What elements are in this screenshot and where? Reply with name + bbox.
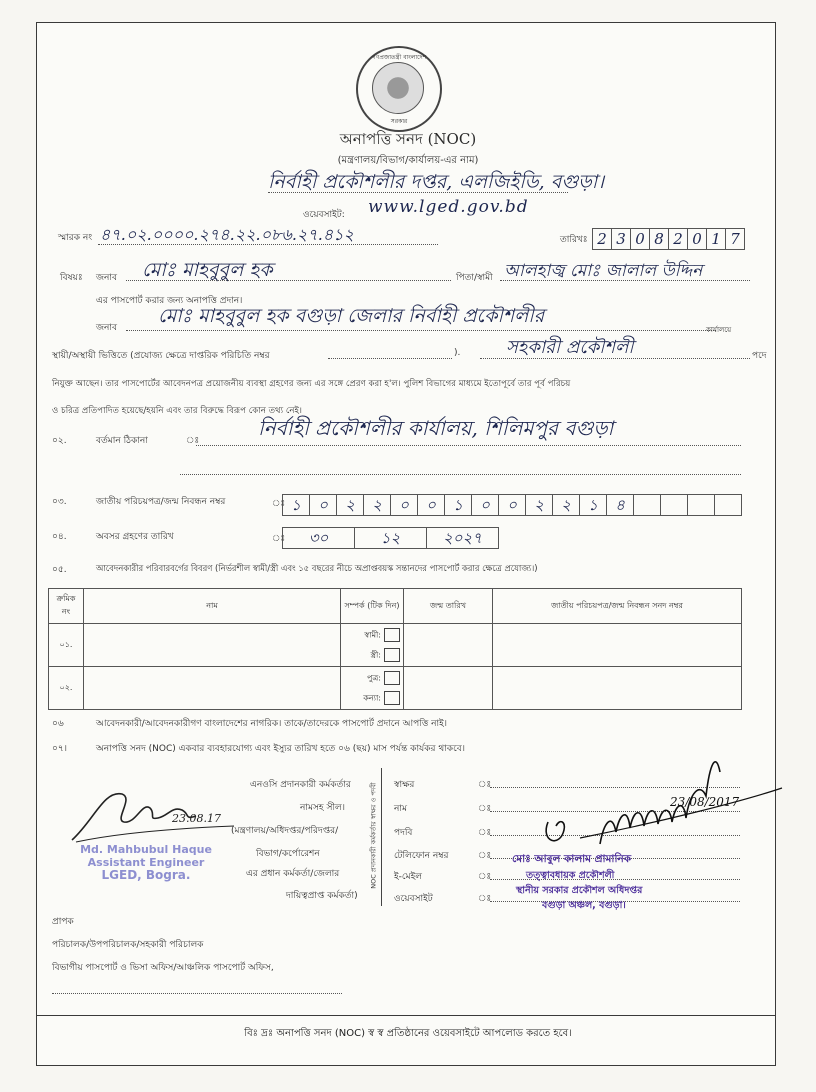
nid-digit-box bbox=[687, 494, 715, 516]
field-website: ওয়েবসাইট bbox=[394, 894, 433, 904]
stamp-line: তত্ত্বাবধায়ক প্রকৌশলী bbox=[526, 870, 615, 881]
col-nid: জাতীয় পরিচয়পত্র/জন্ম নিবন্ধন সনদ নম্বর bbox=[493, 589, 742, 624]
colon: ঃ bbox=[478, 851, 492, 861]
nid-digit-box: ২ bbox=[336, 494, 364, 516]
website-label: ওয়েবসাইট: bbox=[303, 210, 345, 220]
nid-digit-box: ০ bbox=[498, 494, 526, 516]
item-02-num: ০২. bbox=[52, 436, 67, 446]
id-number-line bbox=[328, 358, 452, 359]
seal-bottom-text: সরকার bbox=[390, 118, 408, 125]
item-04-num: ০৪. bbox=[52, 532, 67, 542]
item-02-label: বর্তমান ঠিকানা bbox=[96, 436, 148, 446]
date-digit-box: 0 bbox=[630, 228, 650, 250]
officer-divider bbox=[381, 768, 382, 906]
officer-line-2: নামসহ সীল। bbox=[300, 803, 345, 813]
row-nid bbox=[493, 667, 742, 710]
item-04-colon: ঃ bbox=[272, 534, 286, 544]
relation-label: কন্যা: bbox=[363, 693, 381, 703]
row-birth-date bbox=[404, 624, 493, 667]
body-name-office: মোঃ মাহবুবুল হক বগুড়া জেলার নির্বাহী প্রকৌশলীর bbox=[158, 305, 545, 327]
ministry-label: (মন্ত্রণালয়/বিভাগ/কার্যালয়-এর নাম) bbox=[337, 155, 479, 166]
form-title: অনাপত্তি সনদ (NOC) bbox=[339, 130, 477, 148]
colon: ঃ bbox=[478, 780, 492, 790]
left-signature-icon bbox=[64, 780, 254, 850]
field-name: নাম bbox=[394, 804, 407, 814]
ref-line bbox=[98, 244, 438, 245]
date-digit-box: 2 bbox=[592, 228, 612, 250]
father-line bbox=[500, 280, 750, 281]
item-06-label: আবেদনকারী/আবেদনকারীগণ বাংলাদেশের নাগরিক। তাকে/তাদেরকে পাসপোর্ট প্রদানে আপত্তি নাই। bbox=[96, 719, 448, 729]
nid-digit-box: ৪ bbox=[606, 494, 634, 516]
body-janab: জনাব bbox=[96, 323, 118, 333]
col-birth-date: জন্ম তারিখ bbox=[404, 589, 493, 624]
nid-digit-box: ০ bbox=[471, 494, 499, 516]
recipient-line-2: বিভাগীয় পাসপোর্ট ও ভিসা অফিস/আঞ্চলিক পাসপোর্ট অফিস, bbox=[52, 963, 274, 973]
colon: ঃ bbox=[478, 804, 492, 814]
office-name-line bbox=[268, 192, 568, 193]
officer-line-5: এর প্রধান কর্মকর্তা/জেলার bbox=[246, 869, 340, 879]
date-digit-box: 0 bbox=[687, 228, 707, 250]
nid-digit-box: ০ bbox=[309, 494, 337, 516]
stamp-line: মোঃ আবুল কালাম প্রামানিক bbox=[512, 853, 632, 865]
right-sign-date: 23/08/2017 bbox=[670, 795, 740, 809]
date-label: তারিখঃ bbox=[560, 235, 588, 245]
item-03-colon: ঃ bbox=[272, 499, 286, 509]
row-serial: ০১. bbox=[49, 624, 84, 667]
left-officer-stamp bbox=[66, 843, 226, 882]
field-email: ই-মেইল bbox=[394, 872, 422, 882]
applicant-line bbox=[126, 280, 451, 281]
item-02-colon: ঃ bbox=[186, 436, 200, 446]
designation-line bbox=[480, 358, 750, 359]
date-digit-box: 3 bbox=[611, 228, 631, 250]
address-line-2 bbox=[180, 474, 741, 475]
officer-line-6: দায়িত্বপ্রাপ্ত কর্মকর্তা) bbox=[286, 891, 358, 901]
row-relation bbox=[341, 624, 404, 667]
nid-digit-box: ১ bbox=[579, 494, 607, 516]
applicant-name: মোঃ মাহবুবুল হক bbox=[142, 259, 273, 281]
son-checkbox[interactable] bbox=[384, 671, 400, 685]
right-officer-stamp bbox=[512, 852, 642, 914]
designation: সহকারী প্রকৌশলী bbox=[506, 337, 634, 358]
row-nid bbox=[493, 624, 742, 667]
address-line-1 bbox=[196, 445, 741, 446]
colon: ঃ bbox=[478, 872, 492, 882]
seal-emblem bbox=[372, 62, 424, 114]
family-table-header bbox=[49, 589, 742, 624]
col-serial: ক্রমিক নং bbox=[49, 589, 84, 624]
relation-label: স্ত্রী: bbox=[370, 650, 381, 660]
body-para-2: ও চরিত্র প্রতিপাদিত হয়েছে/হয়নি এবং তার বিরুদ্ধে বিরূপ কোন তথ্য নেই। bbox=[52, 406, 302, 416]
father-name: আলহাজ্ব মোঃ জালাল উদ্দিন bbox=[504, 261, 703, 281]
husband-checkbox[interactable] bbox=[384, 628, 400, 642]
colon: ঃ bbox=[478, 894, 492, 904]
office-suffix: কার্যালয়ে bbox=[706, 326, 732, 334]
field-designation: পদবি bbox=[394, 828, 413, 838]
nid-digit-box: ২ bbox=[552, 494, 580, 516]
row-birth-date bbox=[404, 667, 493, 710]
officer-line-3: (মন্ত্রণালয়/অধিদপ্তর/পরিদপ্তর/ bbox=[231, 826, 339, 836]
nid-digit-box: ০ bbox=[417, 494, 445, 516]
relation-label: স্বামী: bbox=[364, 630, 381, 639]
nid-digit-box: ২ bbox=[525, 494, 553, 516]
body-para-1: নিযুক্ত আছেন। তার পাসপোর্টের আবেদনপত্র প্রয়োজনীয় ব্যবস্থা গ্রহণের জন্য এর সঙ্গে প্রেরণ করা হ'ল। পুলিশ বিভাগের মাধ্যমে ইতোপূর্বে তার পূর্ব পরিচয় bbox=[52, 379, 571, 389]
recipient-label: প্রাপক bbox=[52, 917, 74, 927]
retire-date-box: ১২ bbox=[354, 527, 427, 549]
permanent-prefix: স্থায়ী/অস্থায়ী ভিত্তিতে (প্রযোজ্য ক্ষেত্রে দাপ্তরিক পরিচিতি নম্বর bbox=[52, 351, 270, 361]
seal-top-text: গণপ্রজাতন্ত্রী বাংলাদেশ bbox=[371, 54, 427, 61]
footer-note: বিঃ দ্রঃ অনাপত্তি সনদ (NOC) স্ব স্ব প্রতিষ্ঠানের ওয়েবসাইটে আপলোড করতে হবে। bbox=[244, 1028, 572, 1039]
nid-digit-box: ০ bbox=[390, 494, 418, 516]
family-table bbox=[48, 588, 742, 710]
stamp-line: Assistant Engineer bbox=[87, 856, 205, 869]
relation-label: পুত্র: bbox=[366, 673, 381, 682]
ref-label: স্মারক নং bbox=[58, 233, 93, 243]
item-06-num: ০৬ bbox=[52, 719, 64, 729]
wife-checkbox[interactable] bbox=[384, 648, 400, 662]
item-07-num: ০৭। bbox=[52, 744, 67, 754]
row-name bbox=[84, 624, 341, 667]
item-05-num: ০৫. bbox=[52, 565, 67, 575]
colon: ঃ bbox=[478, 828, 492, 838]
field-phone: টেলিফোন নম্বর bbox=[394, 851, 449, 861]
nid-digit-box: ১ bbox=[444, 494, 472, 516]
date-digit-box: 7 bbox=[725, 228, 745, 250]
field-signature: স্বাক্ষর bbox=[394, 780, 415, 790]
item-03-label: জাতীয় পরিচয়পত্র/জন্ম নিবন্ধন নম্বর bbox=[96, 497, 226, 507]
item-03-num: ০৩. bbox=[52, 497, 67, 507]
body-name-line bbox=[126, 330, 716, 331]
date-digit-box: 1 bbox=[706, 228, 726, 250]
table-row bbox=[49, 624, 742, 667]
vertical-note: NOC প্রদানকারী কর্মকর্তার স্বাক্ষর ও পদবী bbox=[369, 782, 378, 889]
col-name: নাম bbox=[84, 589, 341, 624]
col-relation: সম্পর্ক (টিক দিন) bbox=[341, 589, 404, 624]
pade-label: পদে bbox=[752, 351, 767, 361]
office-name: নির্বাহী প্রকৌশলীর দপ্তর, এলজিইডি, বগুড়া। bbox=[268, 171, 605, 193]
date-digit-box: 8 bbox=[649, 228, 669, 250]
father-label: পিতা/স্বামী bbox=[456, 273, 493, 283]
right-signature-icon bbox=[520, 752, 790, 862]
date-digit-box: 2 bbox=[668, 228, 688, 250]
row-name bbox=[84, 667, 341, 710]
government-seal-icon bbox=[356, 46, 442, 132]
officer-line-4: বিভাগ/কর্পোরেশন bbox=[256, 849, 320, 859]
subject-label: বিষয়ঃ bbox=[60, 273, 83, 283]
stamp-line: বগুড়া অঞ্চল, বগুড়া। bbox=[542, 900, 626, 911]
website-value: www.lged.gov.bd bbox=[368, 197, 529, 217]
row-serial: ০২. bbox=[49, 667, 84, 710]
item-05-label: আবেদনকারীর পরিবারবর্গের বিবরণ (নির্ভরশীল স্বামী/স্ত্রী এবং ১৫ বছরের নীচে অপ্রাপ্তবয়স্ক সন্তানদের পাসপোর্ট করার ক্ষেত্রে প্রযোজ্য।) bbox=[96, 563, 538, 573]
recipient-line-1: পরিচালক/উপপরিচালক/সহকারী পরিচালক bbox=[52, 940, 204, 950]
item-04-label: অবসর গ্রহণের তারিখ bbox=[96, 532, 174, 542]
stamp-line: Md. Mahbubul Haque bbox=[80, 843, 212, 856]
stamp-line: LGED, Bogra. bbox=[101, 868, 191, 882]
daughter-checkbox[interactable] bbox=[384, 691, 400, 705]
left-sign-date: 23.08.17 bbox=[172, 812, 221, 825]
current-address: নির্বাহী প্রকৌশলীর কার্যালয়, শিলিমপুর বগুড়া bbox=[258, 416, 614, 440]
retire-date-box: ৩০ bbox=[282, 527, 355, 549]
nid-digit-box bbox=[660, 494, 688, 516]
permanent-suffix: ). bbox=[454, 348, 461, 358]
row-relation bbox=[341, 667, 404, 710]
subject-line2: এর পাসপোর্ট করার জন্য অনাপত্তি প্রদান। bbox=[96, 296, 243, 306]
nid-digit-box: ২ bbox=[363, 494, 391, 516]
stamp-line: স্থানীয় সরকার প্রকৌশল অধিদপ্তর bbox=[516, 885, 643, 896]
ref-number: ৪৭.০২.০০০০.২৭৪.২২.০৮৬.২৭.৪১২ bbox=[100, 225, 354, 244]
nid-digit-box bbox=[633, 494, 661, 516]
nid-digit-box bbox=[714, 494, 742, 516]
item-07-label: অনাপত্তি সনদ (NOC) একবার ব্যবহারযোগ্য এবং ইস্যুর তারিখ হতে ০৬ (ছয়) মাস পর্যন্ত কার্যকর থাকবে। bbox=[96, 744, 465, 754]
officer-line-1: এনওসি প্রদানকারী কর্মকর্তার bbox=[250, 780, 351, 790]
table-row bbox=[49, 667, 742, 710]
retire-date-box: ২০২৭ bbox=[426, 527, 499, 549]
subject-janab: জনাব bbox=[96, 273, 118, 283]
recipient-line bbox=[52, 993, 342, 994]
nid-digit-box: ১ bbox=[282, 494, 310, 516]
footer-divider bbox=[36, 1015, 776, 1016]
